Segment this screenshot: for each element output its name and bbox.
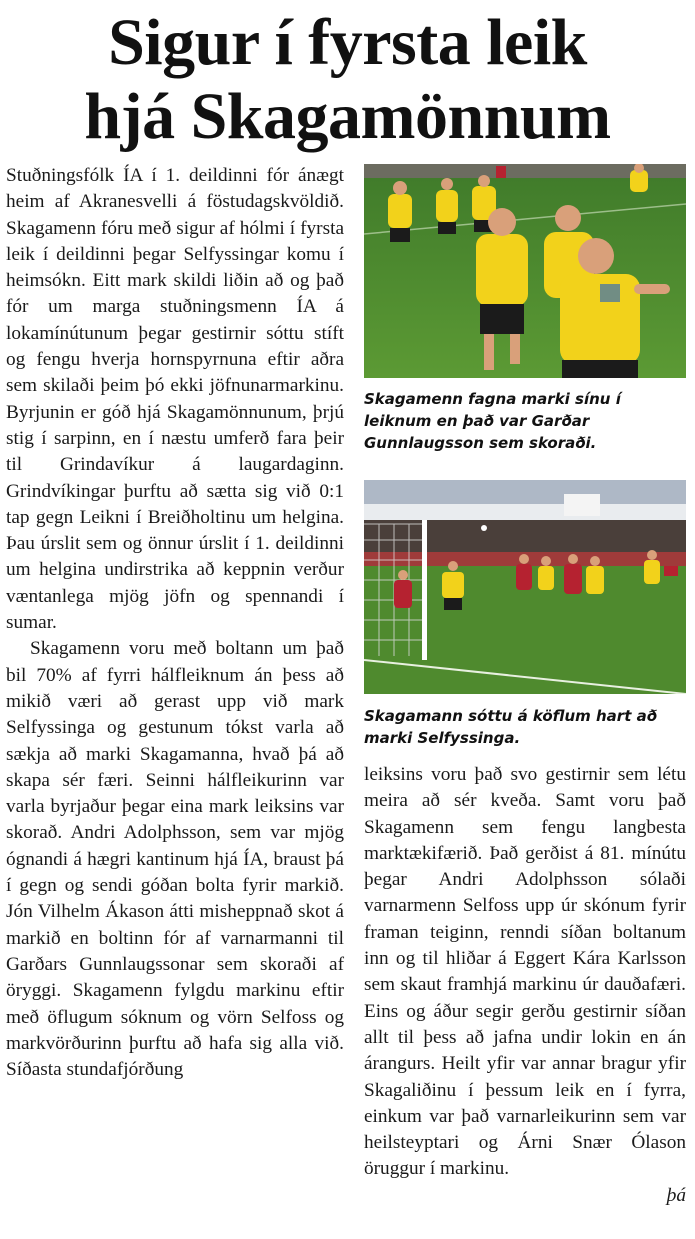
- headline: [0, 6, 695, 154]
- celebrating-players-photo: [364, 164, 686, 378]
- paragraph-1: Stuðningsfólk ÍA í 1. deildinni fór ánægt heim af Akranesvelli á föstudagskvöldið. Skagamenn fóru með sigur af hólmi í fyrsta leik í deildinni þegar Selfyssingar komu í heimsókn. Eitt mark skildi liðin að og það fór um marga stuðningsmenn ÍA á lokamínútunum þegar gestirnir sóttu stíft og fengu hverja hornspyrnuna eftir aðra sem skilaði þeim þó ekki jöfnunarmarkinu. Byrjunin er góð hjá Skagamönnunum, þrjú stig í sarpinn, en í næstu umferð fara þeir til Grindavíkur á laugardaginn. Grindvíkingar þurftu að sætta sig við 0:1 tap gegn Leikni í Breiðholtinu um helgina. Þau úrslit sem og önnur úrslit í 1. deildinni um helgina undirstrika að keppnin verður væntanlega mjög jöfn og spennandi í sumar.: [6, 165, 344, 634]
- paragraph-3: leiksins voru það svo gestirnir sem létu meira að sér kveða. Samt voru það Skagamenn sem fengu langbesta marktækifærið. Það gerðist á 81. mínútu þegar Andri Adolphsson sólaði varnarmenn Selfoss upp úr skónum fyrir framan teiginn, renndi síðan boltanum inn og til hliðar á Eggert Kára Karlsson sem skaut framhjá markinu úr dauðafæri. Eins og áður segir gerðu gestirnir síðan allt til þess að jafna undir lokin en án árangurs. Heilt yfir var annar bragur yfir Skagaliðinu í þessum leik en í fyrra, einkum var það varnarleikurinn sem var heilsteyptari og Árni Snær Ólason öruggur í markinu.: [364, 764, 686, 1180]
- author-signature: þá: [666, 1184, 686, 1206]
- article-column-left: [6, 163, 344, 1083]
- headline-line-2: hjá Skagamönnum: [84, 80, 611, 153]
- photo-caption-1: Skagamenn fagna marki sínu í leiknum en það var Garðar Gunnlaugsson sem skoraði.: [364, 390, 621, 452]
- goalmouth-attack-photo: [364, 480, 686, 694]
- photo-caption-2: Skagamann sóttu á köflum hart að marki Selfyssinga.: [364, 707, 658, 747]
- headline-line-1: Sigur í fyrsta leik: [108, 6, 587, 79]
- paragraph-2: Skagamenn voru með boltann um það bil 70% af fyrri hálfleiknum án þess að mikið væri að gerast upp við mark Selfyssinga og gestunum tókst varla að sækja að marki Skagamanna, hvað þá að skapa sér færi. Seinni hálfleikurinn var varla byrjaður þegar eina mark leiksins var skorað. Andri Adolphsson, sem var mjög ógnandi á hægri kantinum hjá ÍA, braust þá í gegn og sendi góðan bolta fyrir markið. Jón Vilhelm Ákason átti misheppnað skot á markið en boltinn fór af varnarmanni til Garðars Gunnlaugssonar sem skoraði af öryggi. Skagamenn fylgdu markinu eftir með öflugum sóknum og vörn Selfoss og markvörðurinn þurftu að hafa sig alla við. Síðasta stundafjórðung: [6, 638, 344, 1081]
- article-column-right: [364, 762, 686, 1209]
